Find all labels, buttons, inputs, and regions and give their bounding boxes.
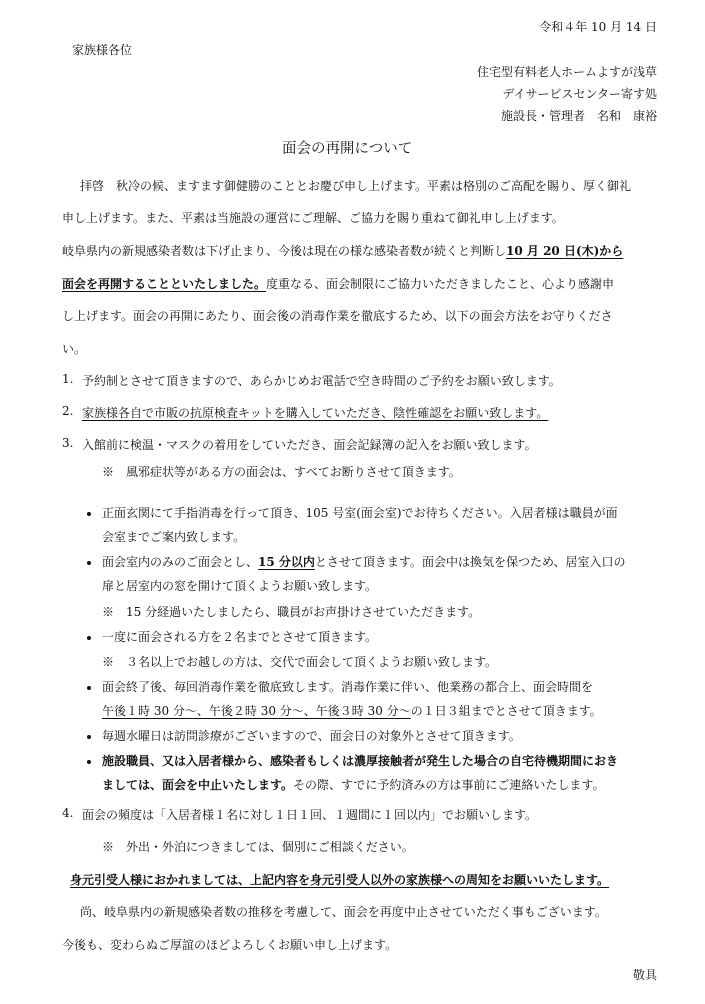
page-title: 面会の再開について: [282, 141, 413, 157]
intro-text: 岐阜県内の新規感染者数は下げ止まり、今後は現在の様な感染者数が続くと判断し: [62, 244, 507, 258]
list-note: ※ 外出・外泊につきましては、個別にご相談ください。: [102, 840, 414, 854]
reopen-date: 10 月 20 日(木)から: [506, 244, 624, 258]
list-item: 面会の頻度は「入居者様１名に対し１日１回、１週間に１回以内」でお願いします。: [82, 808, 538, 822]
sender-center: デイサービスセンター寄す処: [502, 87, 657, 101]
sender-person: 施設長・管理者 名和 康裕: [500, 109, 657, 123]
list-number: 4.: [62, 806, 74, 820]
closing-text: 今後も、変わらぬご厚誼のほどよろしくお願い申し上げます。: [62, 938, 398, 952]
bullet-dot: [87, 686, 91, 690]
list-number: 3.: [62, 436, 74, 450]
bullet-item: 施設職員、又は入居者様から、感染者もしくは濃厚接触者が発生した場合の自宅待機期間におき: [102, 754, 619, 768]
closing-salutation: 敬具: [632, 968, 657, 982]
intro-line: [62, 275, 614, 292]
reopen-statement: 面会を再開することといたしました。: [62, 277, 267, 291]
bullet-item: [102, 553, 625, 570]
visit-times: 午後１時 30 分～、午後２時 30 分～、午後３時 30 分～: [102, 704, 411, 718]
bullet-dot: [87, 561, 91, 565]
intro-line: 拝啓 秋冷の候、ますます御健勝のこととお慶び申し上げます。平素は格別のご高配を賜り、厚く御礼: [80, 179, 632, 193]
list-number: 2.: [62, 404, 74, 418]
bullet-item: 扉と居室内の窓を開けて頂くようお願い致します。: [102, 579, 378, 593]
bullet-item: 正面玄関にて手指消毒を行って頂き、105 号室(面会室)でお待ちください。入居者様は職員が面: [102, 506, 618, 520]
time-limit: 15 分以内: [258, 555, 315, 569]
intro-line: い。: [62, 342, 87, 356]
bullet-item: 一度に面会される方を２名までとさせて頂きます。: [102, 630, 378, 644]
intro-text: 度重なる、面会制限にご協力いただきましたこと、心より感謝申: [266, 277, 615, 291]
bullet-dot: [87, 512, 91, 516]
bullet-text: 面会室内のみのご面会とし、: [102, 555, 259, 569]
date: 令和４年 10 月 14 日: [539, 20, 657, 34]
closing-text: 尚、岐阜県内の新規感染者数の推移を考慮して、面会を再度中止させていただく事もございます。: [80, 905, 607, 919]
bullet-item: 毎週水曜日は訪問診療がございますので、面会日の対象外とさせて頂きます。: [102, 729, 521, 743]
bullet-dot: [87, 760, 91, 764]
sender-facility: 住宅型有料老人ホームよすが浅草: [476, 65, 657, 79]
bullet-note: ※ 15 分経過いたしましたら、職員がお声掛けさせていただきます。: [102, 605, 481, 619]
recipient: 家族様各位: [72, 43, 133, 57]
suspension-statement: ましては、面会を中止いたします。: [102, 778, 294, 792]
bullet-dot: [87, 636, 91, 640]
bullet-note: ※ ３名以上でお越しの方は、交代で面会して頂くようお願い致します。: [102, 655, 498, 669]
bullet-item: 面会終了後、毎回消毒作業を徹底致します。消毒作業に伴い、他業務の都合上、面会時間を: [102, 680, 594, 694]
bullet-text: その際、すでに予約済みの方は事前にご連絡いたします。: [293, 778, 605, 792]
list-item: 予約制とさせて頂きますので、あらかじめお電話で空き時間のご予約をお願い致します。: [82, 374, 561, 388]
list-item: 入館前に検温・マスクの着用をしていただき、面会記録簿の記入をお願い致します。: [82, 438, 537, 452]
bullet-item: [102, 702, 602, 719]
bullet-item: 会室までご案内致します。: [102, 530, 246, 544]
bullet-text: の１日３組までとさせて頂きます。: [410, 704, 602, 718]
list-item: 家族様各自で市販の抗原検査キットを購入していただき、陰性確認をお願い致します。: [82, 406, 549, 420]
bullet-dot: [87, 735, 91, 739]
bullet-text: とさせて頂きます。面会中は換気を保つため、居室入口の: [314, 555, 626, 569]
intro-line: [62, 242, 623, 259]
intro-line: し上げます。面会の再開にあたり、面会後の消毒作業を徹底するため、以下の面会方法をお守りくださ: [62, 309, 613, 323]
intro-line: 申し上げます。また、平素は当施設の運営にご理解、ご協力を賜り重ねて御礼申し上げます。: [62, 211, 564, 225]
bullet-item: [102, 776, 604, 793]
list-number: 1.: [62, 372, 74, 386]
list-note: ※ 風邪症状等がある方の面会は、すべてお断りさせて頂きます。: [102, 465, 461, 479]
guarantor-notice: 身元引受人様におかれましては、上記内容を身元引受人以外の家族様への周知をお願いいたします。: [70, 873, 610, 887]
